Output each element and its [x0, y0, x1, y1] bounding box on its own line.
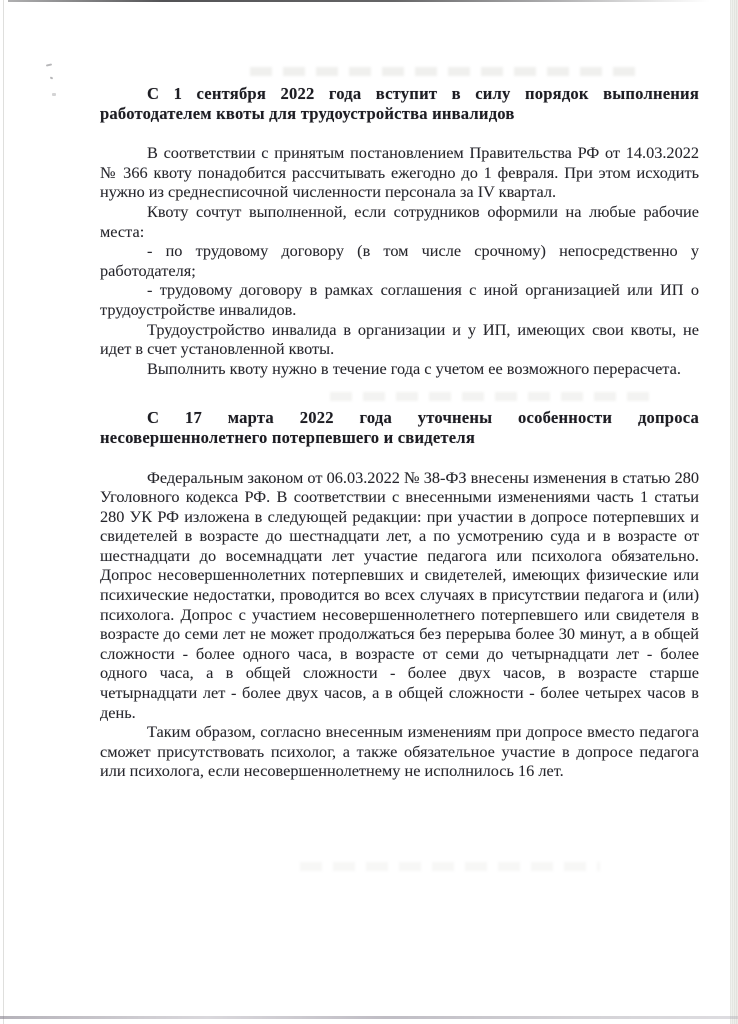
section-1-paragraph-3: - по трудовому договору (в том числе срочному) непосредственно у работодателя; — [100, 241, 699, 280]
section-2-heading: С 17 марта 2022 года уточнены особенности допроса несовершеннолетнего потерпевшего и свидетеля — [100, 408, 699, 447]
scan-top-edge-artifact — [8, 0, 710, 2]
dust-speck — [52, 93, 56, 96]
scan-left-edge-artifact — [3, 0, 4, 1024]
scan-right-edge-artifact — [730, 0, 738, 1024]
scan-bottom-edge-artifact — [0, 1016, 738, 1019]
section-1-paragraph-5: Трудоустройство инвалида в организации и у ИП, имеющих свои квоты, не идет в счет установленной квоты. — [100, 319, 699, 359]
document-body — [100, 84, 699, 781]
section-1-heading: С 1 сентября 2022 года вступит в силу порядок выполнения работодателем квоты для трудоустройства инвалидов — [100, 84, 699, 123]
section-1 — [100, 84, 699, 378]
section-2-paragraph-2: Таким образом, согласно внесенным изменениям при допросе вместо педагога сможет присутствовать психолог, а также обязательное участие в допросе педагога или психолога, если несовершеннолетнему не исполнилось 16 лет. — [100, 722, 699, 781]
section-2 — [100, 408, 699, 781]
section-2-paragraph-1: Федеральным законом от 06.03.2022 № 38-ФЗ внесены изменения в статью 280 Уголовного кодекса РФ. В соответствии с внесенными изменениями часть 1 статьи 280 УК РФ изложена в следующей редакции: при участии в допросе потерпевших и свидетелей в возрасте до шестнадцати лет, а по усмотрению суда и в возрасте от шестнадцати до восемнадцати лет участие педагога или психолога обязательно. Допрос несовершеннолетних потерпевших и свидетелей, имеющих физические или психические недостатки, проводится во всех случаях в присутствии педагога и (или) психолога. Допрос с участием несовершеннолетнего потерпевшего или свидетеля в возрасте до семи лет не может продолжаться без перерыва более 30 минут, а в общей сложности - более одного часа, в возрасте от семи до четырнадцати лет - более одного часа, а в общей сложности - более двух часов, в возрасте старше четырнадцати лет - более двух часов, а в общей сложности - более четырех часов в день. — [100, 467, 699, 722]
section-1-paragraph-2: Квоту сочтут выполненной, если сотрудников оформили на любые рабочие места: — [100, 201, 699, 241]
ink-bleed-through — [300, 862, 600, 871]
section-1-paragraph-1: В соответствии с принятым постановлением Правительства РФ от 14.03.2022 № 366 квоту понадобится рассчитывать ежегодно до 1 февраля. При этом исходить нужно из среднесписочной численности персонала за IV квартал. — [100, 143, 699, 202]
ink-bleed-through — [250, 67, 640, 76]
section-1-paragraph-4: - трудовому договору в рамках соглашения с иной организацией или ИП о трудоустройстве инвалидов. — [100, 280, 699, 319]
section-1-paragraph-6: Выполнить квоту нужно в течение года с учетом ее возможного перерасчета. — [147, 358, 681, 378]
